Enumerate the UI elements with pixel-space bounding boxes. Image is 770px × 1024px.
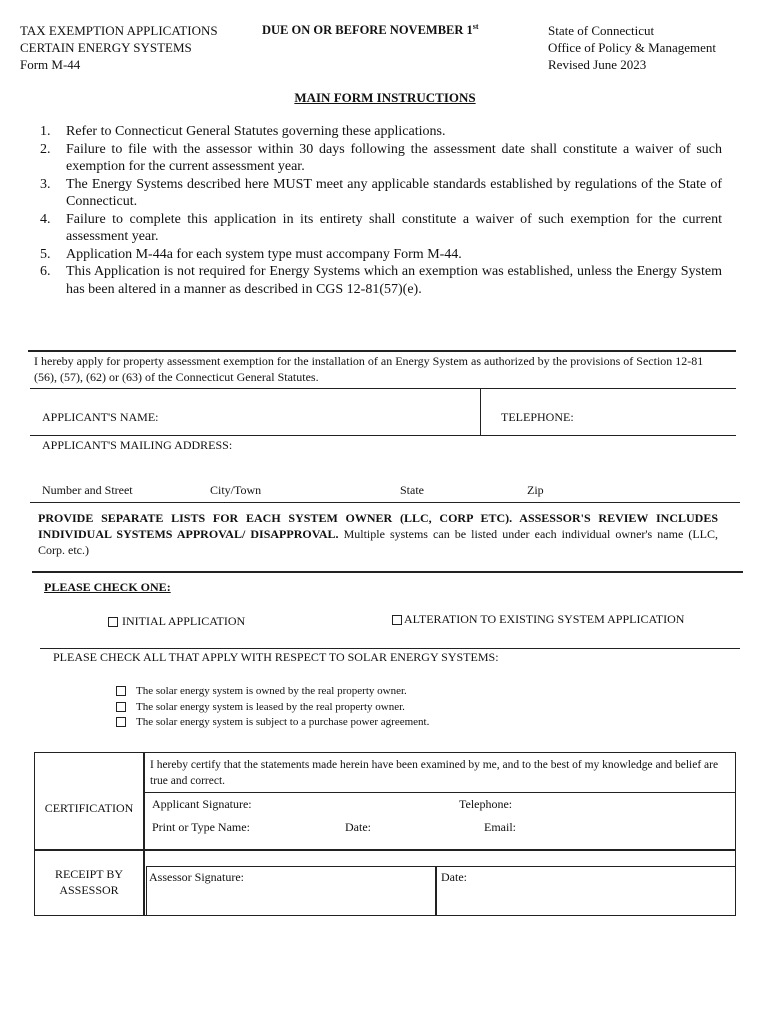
solar-option-owned[interactable]: The solar energy system is owned by the real property owner.: [116, 684, 429, 700]
section-divider: [28, 350, 736, 352]
applicant-name-label: APPLICANT'S NAME:: [42, 410, 159, 424]
state-label: State: [400, 483, 424, 497]
telephone-field[interactable]: [575, 402, 730, 430]
header-revised: Revised June 2023: [548, 57, 647, 72]
instruction-item: 6. This Application is not required for Energy Systems which an exemption was established, unless the Energy System has been altered in a manner as described in CGS 12-81(57)(e).: [40, 264, 722, 297]
zip-label: Zip: [527, 483, 544, 497]
mailing-address-field[interactable]: [40, 455, 730, 481]
assessor-signature-label: Assessor Signature:: [149, 870, 244, 884]
initial-application-checkbox[interactable]: [108, 617, 118, 627]
solar-leased-checkbox[interactable]: [116, 702, 126, 712]
applicant-signature-field[interactable]: [262, 795, 452, 813]
instruction-item: 2. Failure to file with the assessor within 30 days following the assessment date shall constitute a waiver of such exemption for the current assessment year.: [40, 141, 722, 174]
header-form-number: Form M-44: [20, 57, 81, 72]
certification-row-divider: [145, 792, 735, 793]
cert-date-field[interactable]: [378, 818, 478, 836]
email-label: Email:: [484, 820, 516, 834]
instructions-title: MAIN FORM INSTRUCTIONS: [294, 90, 476, 105]
header-right: [548, 22, 716, 73]
print-name-field[interactable]: [260, 818, 340, 836]
box-row-divider: [34, 849, 736, 851]
receipt-label: RECEIPT BY ASSESSOR: [54, 867, 124, 897]
certification-statement: I hereby certify that the statements made herein have been examined by me, and to the best of my knowledge and belief are true and correct.: [150, 759, 719, 787]
solar-option-leased[interactable]: The solar energy system is leased by the real property owner.: [116, 700, 429, 716]
cert-date-label: Date:: [345, 820, 371, 834]
cert-telephone-label: Telephone:: [459, 797, 513, 811]
header-office: Office of Policy & Management: [548, 40, 716, 55]
assessor-date-label: Date:: [441, 870, 467, 884]
applicant-name-field[interactable]: [150, 402, 475, 430]
print-name-label: Print or Type Name:: [152, 820, 250, 834]
header-due-date: [262, 22, 479, 39]
instruction-item: 4. Failure to complete this application in its entirety shall constitute a waiver of such exemption for the current assessment year.: [40, 211, 722, 244]
mailing-address-label: APPLICANT'S MAILING ADDRESS:: [42, 438, 233, 452]
city-label: City/Town: [210, 483, 262, 497]
separate-lists-note: PROVIDE SEPARATE LISTS FOR EACH SYSTEM OWNER (LLC, CORP ETC). ASSESSOR'S REVIEW INCLUDES INDIVIDUAL SYSTEMS APPROVAL/ DISAPPROVAL. Multiple systems can be listed under each individual owner's name (LLC, Corp. etc.): [38, 511, 719, 557]
applicant-signature-label: Applicant Signature:: [152, 797, 252, 811]
solar-option-ppa[interactable]: The solar energy system is subject to a purchase power agreement.: [116, 715, 429, 731]
alteration-option[interactable]: ALTERATION TO EXISTING SYSTEM APPLICATION: [392, 611, 684, 627]
initial-application-option[interactable]: INITIAL APPLICATION: [108, 613, 245, 629]
due-date-suffix: st: [472, 21, 479, 31]
row-divider: [30, 388, 736, 389]
due-date-text: DUE ON OR BEFORE NOVEMBER 1: [262, 23, 473, 37]
email-field[interactable]: [520, 818, 730, 836]
solar-owned-checkbox[interactable]: [116, 686, 126, 696]
solar-ppa-checkbox[interactable]: [116, 717, 126, 727]
cert-telephone-field[interactable]: [520, 795, 730, 813]
header-program-title: TAX EXEMPTION APPLICATIONS: [20, 23, 218, 38]
header-program-subtitle: CERTAIN ENERGY SYSTEMS: [20, 40, 192, 55]
assessor-date-box[interactable]: [436, 866, 736, 916]
solar-options: [116, 684, 429, 731]
check-one-title: PLEASE CHECK ONE:: [44, 580, 171, 594]
alteration-checkbox[interactable]: [392, 615, 402, 625]
instruction-item: 5. Application M-44a for each system type must accompany Form M-44.: [40, 246, 462, 262]
row-divider: [30, 435, 736, 436]
instructions-list: [22, 123, 722, 298]
solar-title: PLEASE CHECK ALL THAT APPLY WITH RESPECT TO SOLAR ENERGY SYSTEMS:: [53, 650, 499, 664]
instruction-item: 3. The Energy Systems described here MUST meet any applicable standards established by regulations of the State of Connecticut.: [40, 176, 722, 209]
column-divider: [480, 388, 481, 435]
instruction-item: 1. Refer to Connecticut General Statutes governing these applications.: [40, 124, 446, 139]
application-statement: I hereby apply for property assessment exemption for the installation of an Energy System as authorized by the provisions of Section 12-81 (56), (57), (62) or (63) of the Connecticut General Statutes.: [34, 354, 704, 384]
number-street-label: Number and Street: [42, 483, 133, 497]
row-divider: [30, 502, 740, 503]
telephone-label: TELEPHONE:: [501, 410, 574, 424]
header-left: [20, 22, 218, 73]
label-column-divider: [143, 752, 145, 916]
section-divider: [32, 571, 743, 573]
certification-label: CERTIFICATION: [44, 801, 134, 815]
header-state: State of Connecticut: [548, 23, 655, 38]
